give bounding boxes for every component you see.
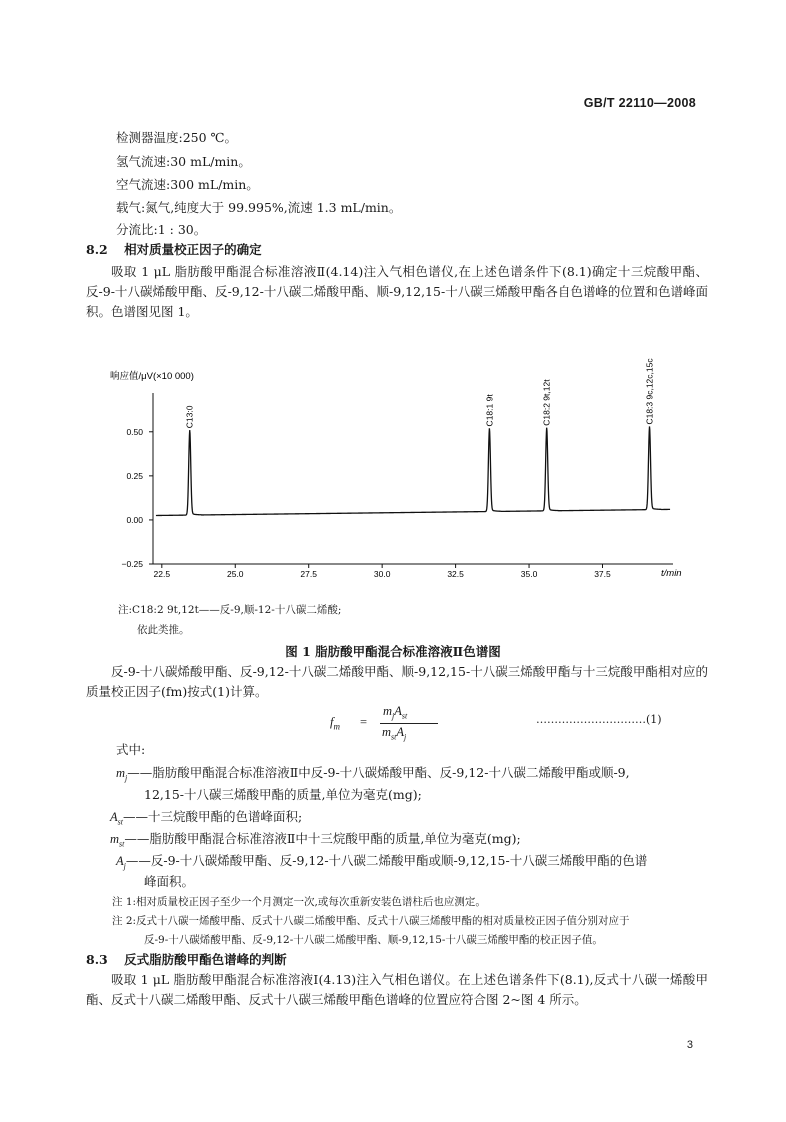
y-axis-label: 响应值/μV(×10 000) <box>110 371 194 382</box>
chart-axes <box>153 393 673 564</box>
y-tick-label: 0.00 <box>126 514 143 525</box>
x-tick-label: 27.5 <box>300 569 317 579</box>
x-tick-label: 35.0 <box>520 569 538 579</box>
section-title: 相对质量校正因子的确定 <box>124 242 262 257</box>
section-8-2-paragraph: 吸取 1 μL 脂肪酸甲酯混合标准溶液Ⅱ(4.14)注入气相色谱仪,在上述色谱条件下(8.1)确定十三烷酸甲酯、反-9-十八碳烯酸甲酯、反-9,12-十八碳二烯酸甲酯、顺-9,12,15-十八碳三烯酸甲酯各自色谱峰的位置和色谱峰面积。色谱图见图 1。 <box>86 264 708 319</box>
formula-numerator: $m_jA_{st}$ <box>383 704 408 721</box>
chromatogram-chart <box>96 345 696 585</box>
peak-labels <box>185 358 655 429</box>
definition-aj-cont: 峰面积。 <box>144 874 195 889</box>
formula-number: …………………………(1) <box>536 713 662 726</box>
section-number: 8.2 <box>86 242 108 257</box>
x-tick-label: 30.0 <box>373 569 391 579</box>
x-tick-label: 25.0 <box>226 569 244 579</box>
x-ticks <box>154 564 611 579</box>
peak-label: C18:2 9t,12t <box>541 379 552 426</box>
section-number: 8.3 <box>86 952 108 967</box>
condition-hydrogen-flow: 氢气流速:30 mL/min。 <box>116 154 251 169</box>
condition-detector-temp: 检测器温度:250 ℃。 <box>116 130 238 145</box>
after-figure-paragraph: 反-9-十八碳烯酸甲酯、反-9,12-十八碳二烯酸甲酯、顺-9,12,15-十八碳三烯酸甲酯与十三烷酸甲酯相对应的质量校正因子(fm)按式(1)计算。 <box>86 664 708 699</box>
condition-carrier-gas: 载气:氮气,纯度大于 99.995%,流速 1.3 mL/min。 <box>116 200 402 215</box>
note-2: 注 2:反式十八碳一烯酸甲酯、反式十八碳二烯酸甲酯、反式十八碳三烯酸甲酯的相对质量校正因子值分别对应于 <box>112 915 630 927</box>
x-tick-label: 37.5 <box>594 569 611 579</box>
section-8-3-paragraph: 吸取 1 μL 脂肪酸甲酯混合标准溶液Ⅰ(4.13)注入气相色谱仪。在上述色谱条件下(8.1),反式十八碳一烯酸甲酯、反式十八碳二烯酸甲酯、反式十八碳三烯酸甲酯色谱峰的位置应符合图 2~图 4 所示。 <box>86 972 708 1007</box>
chromatogram-trace <box>156 426 670 515</box>
figure-note-line2: 依此类推。 <box>137 624 190 636</box>
condition-split-ratio: 分流比:1 : 30。 <box>116 222 207 237</box>
y-tick-label: 0.50 <box>126 426 143 437</box>
formula-equals: = <box>360 715 368 729</box>
where-label: 式中: <box>116 742 146 757</box>
formula-denominator: $m_{st}A_j$ <box>382 725 407 742</box>
formula-lhs: $f_m$ <box>330 715 340 732</box>
y-tick-label: 0.25 <box>126 470 143 481</box>
section-8-2-heading <box>86 240 262 258</box>
figure-note-line1: 注:C18:2 9t,12t——反-9,顺-12-十八碳二烯酸; <box>118 604 342 616</box>
x-tick-label: 22.5 <box>153 569 171 579</box>
note-1: 注 1:相对质量校正因子至少一个月测定一次,或每次重新安装色谱柱后也应测定。 <box>112 896 486 908</box>
x-axis-label: t/min <box>661 568 682 579</box>
figure-caption: 图 1 脂肪酸甲酯混合标准溶液Ⅱ色谱图 <box>285 644 501 659</box>
y-ticks <box>121 427 153 569</box>
y-tick-label: −0.25 <box>121 559 143 569</box>
section-title: 反式脂肪酸甲酯色谱峰的判断 <box>124 952 287 967</box>
definition-mj-cont: 12,15-十八碳三烯酸甲酯的质量,单位为毫克(mg); <box>144 787 422 802</box>
peak-label: C18:1 9t <box>484 394 495 427</box>
page-number: 3 <box>686 1039 693 1051</box>
note-2-cont: 反-9-十八碳烯酸甲酯、反-9,12-十八碳二烯酸甲酯、顺-9,12,15-十八碳三烯酸甲酯的校正因子值。 <box>144 934 603 946</box>
section-8-3-heading <box>86 950 287 968</box>
peak-label: C18:3 9c,12c,15c <box>644 358 655 425</box>
formula-fraction-bar <box>380 723 438 724</box>
definition-ast: $A_{st}——$十三烷酸甲酯的色谱峰面积; <box>110 809 303 827</box>
formula <box>330 704 480 744</box>
condition-air-flow: 空气流速:300 mL/min。 <box>116 177 259 192</box>
definition-mj: $m_j——$脂肪酸甲酯混合标准溶液Ⅱ中反-9-十八碳烯酸甲酯、反-9,12-十八碳二烯酸甲酯或顺-9, <box>116 765 630 783</box>
definition-mst: $m_{st}——$脂肪酸甲酯混合标准溶液Ⅱ中十三烷酸甲酯的质量,单位为毫克(mg); <box>110 831 521 849</box>
standard-code: GB/T 22110—2008 <box>583 96 696 110</box>
x-tick-label: 32.5 <box>447 569 464 579</box>
definition-aj: $A_j——$反-9-十八碳烯酸甲酯、反-9,12-十八碳二烯酸甲酯或顺-9,12,15-十八碳三烯酸甲酯的色谱 <box>116 853 648 871</box>
peak-label: C13:0 <box>184 405 195 429</box>
